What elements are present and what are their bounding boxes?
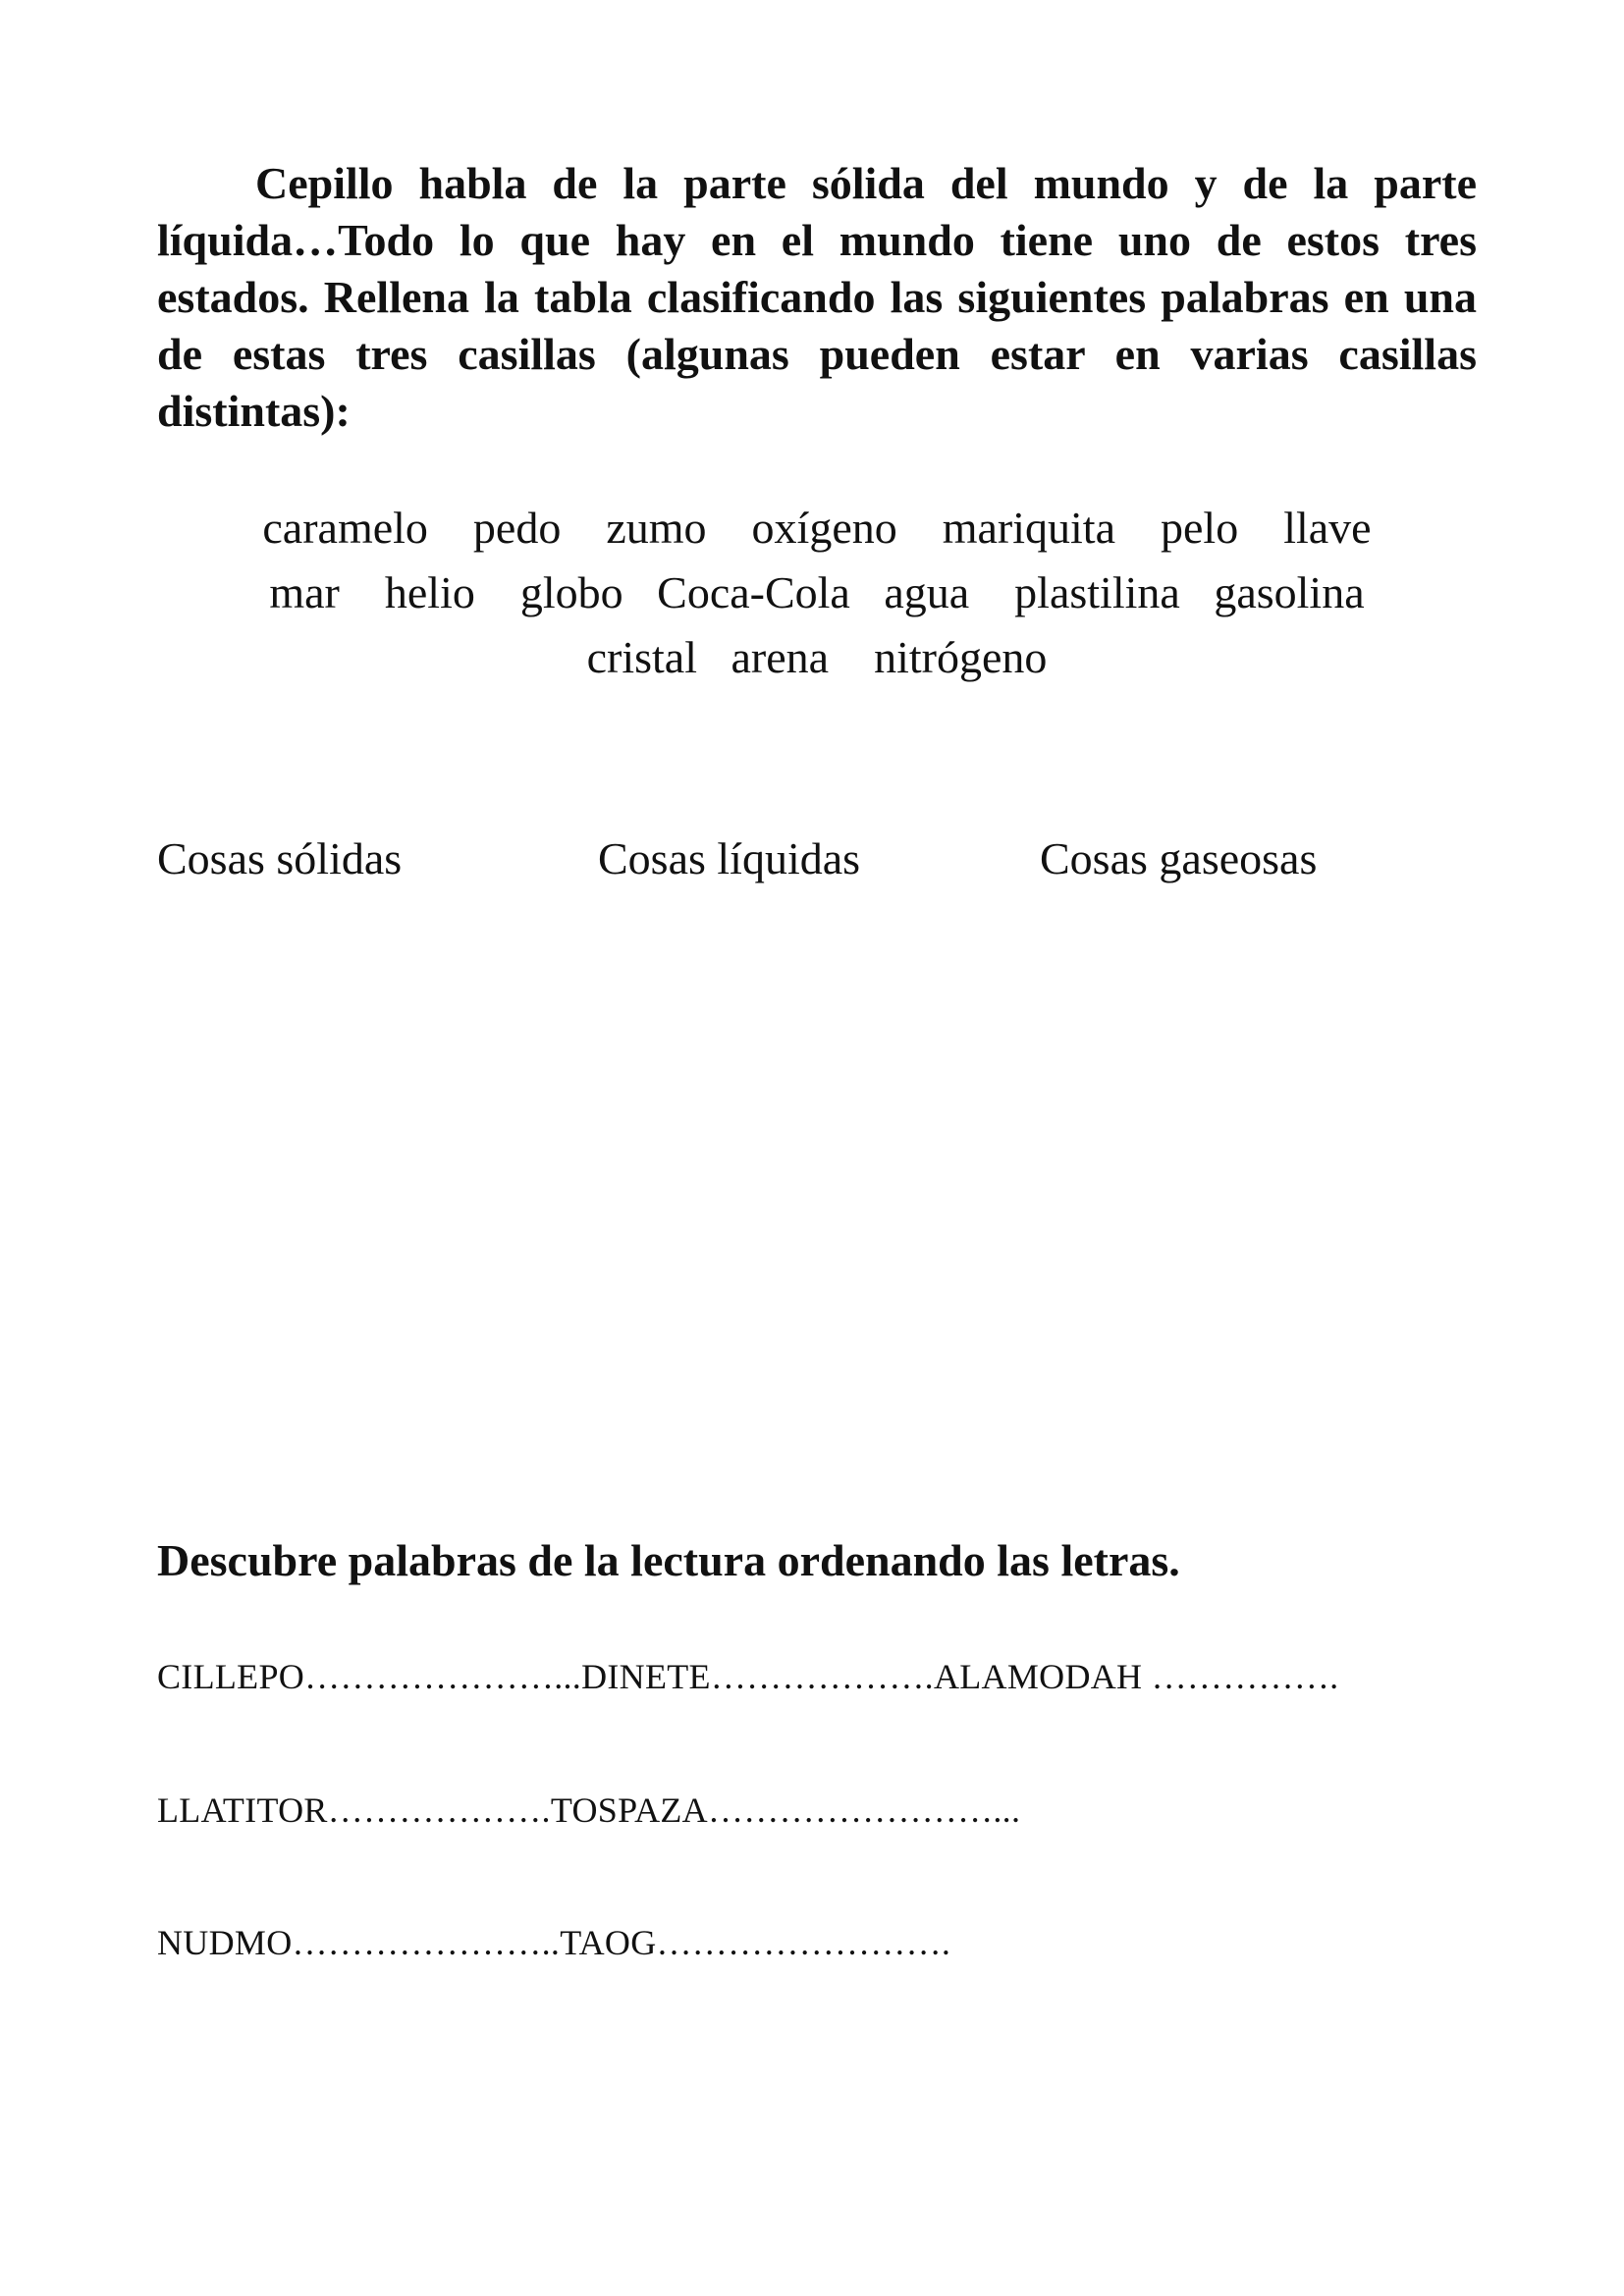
word-bank-line-1: caramelo pedo zumo oxígeno mariquita pelo llave xyxy=(262,503,1372,553)
scramble-section-title: Descubre palabras de la lectura ordenando las letras. xyxy=(157,1535,1180,1585)
category-gas-heading: Cosas gaseosas xyxy=(1040,833,1318,883)
instructions-paragraph: Cepillo habla de la parte sólida del mundo y de la parte líquida…Todo lo que hay en el mundo tiene uno de estos tres estados. Rellena la tabla clasificando las siguientes palabras en una de estas tres casillas (algunas pueden estar en varias casillas distintas): xyxy=(157,158,1477,436)
scramble-row-1: CILLEPO…………………...DINETE……………….ALAMODAH ……………. xyxy=(157,1657,1339,1696)
category-liquid-heading: Cosas líquidas xyxy=(598,833,861,883)
scramble-row-2: LLATITOR……………….TOSPAZA……………………... xyxy=(157,1790,1021,1830)
word-bank xyxy=(157,496,1477,690)
word-bank-line-3: cristal arena nitrógeno xyxy=(586,632,1048,682)
scramble-row-3: NUDMO…………………..TAOG……………………. xyxy=(157,1923,951,1962)
word-bank-line-2: mar helio globo Coca-Cola agua plastilina gasolina xyxy=(269,567,1365,617)
category-solid-heading: Cosas sólidas xyxy=(157,833,403,883)
